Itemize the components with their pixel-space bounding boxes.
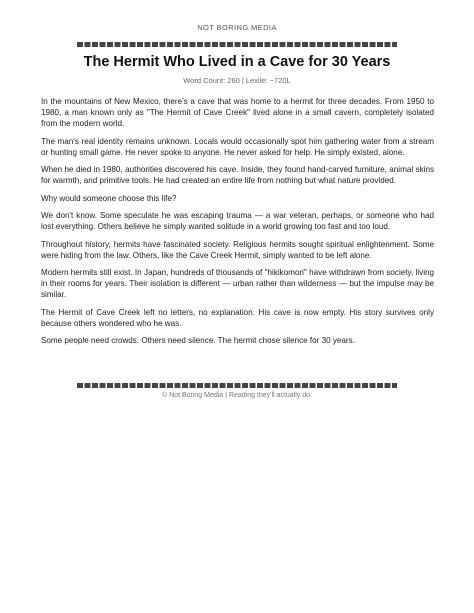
paragraph-9: Some people need crowds. Others need silence. The hermit chose silence for 30 years. (41, 336, 355, 345)
paragraph-7: Modern hermits still exist. In Japan, hundreds of thousands of "hikikomori" have withdrawn from society, living in their rooms for years. Their isolation is different — urban rather than wilderness — but the impulse may be similar. (41, 268, 434, 299)
article-meta: Word Count: 260 | Lexile: ~720L (183, 76, 291, 85)
article-body (41, 96, 434, 353)
article-title: The Hermit Who Lived in a Cave for 30 Years (83, 54, 391, 70)
brand-header: NOT BORING MEDIA (197, 23, 277, 32)
paragraph-5: We don't know. Some speculate he was escaping trauma — a war veteran, perhaps, or someone who had lost everything. Others believe he simply wanted solitude in a world growing too fast and too loud. (41, 211, 434, 231)
top-divider (77, 42, 397, 47)
paragraph-6: Throughout history, hermits have fascinated society. Religious hermits sought spiritual enlightenment. Some were hiding from the law. Others, like the Cave Creek Hermit, simply wanted to be left alone. (41, 239, 434, 260)
paragraph-4: Why would someone choose this life? (41, 193, 177, 203)
paragraph-3: When he died in 1980, authorities discovered his cave. Inside, they found hand-carved furniture, animal skins for warmth, and primitive tools. He had created an entire life from nothing but what nature provided. (41, 165, 434, 185)
paragraph-1: In the mountains of New Mexico, there's a cave that was home to a hermit for three decades. From 1950 to 1980, a man known only as "The Hermit of Cave Creek" lived alone in a small cavern, completely isolated from the modern world. (41, 97, 434, 128)
footer-text: © Not Boring Media | Reading they'll actually do. (162, 392, 312, 399)
bottom-divider (77, 383, 397, 388)
paragraph-2: The man's real identity remains unknown. Locals would occasionally spot him gathering water from a stream or hunting small game. He never spoke to anyone. He never asked for help. He simply existed, alone. (41, 136, 434, 157)
paragraph-8: The Hermit of Cave Creek left no letters, no explanation. His cave is now empty. His story survives only because others wondered who he was. (41, 307, 434, 328)
